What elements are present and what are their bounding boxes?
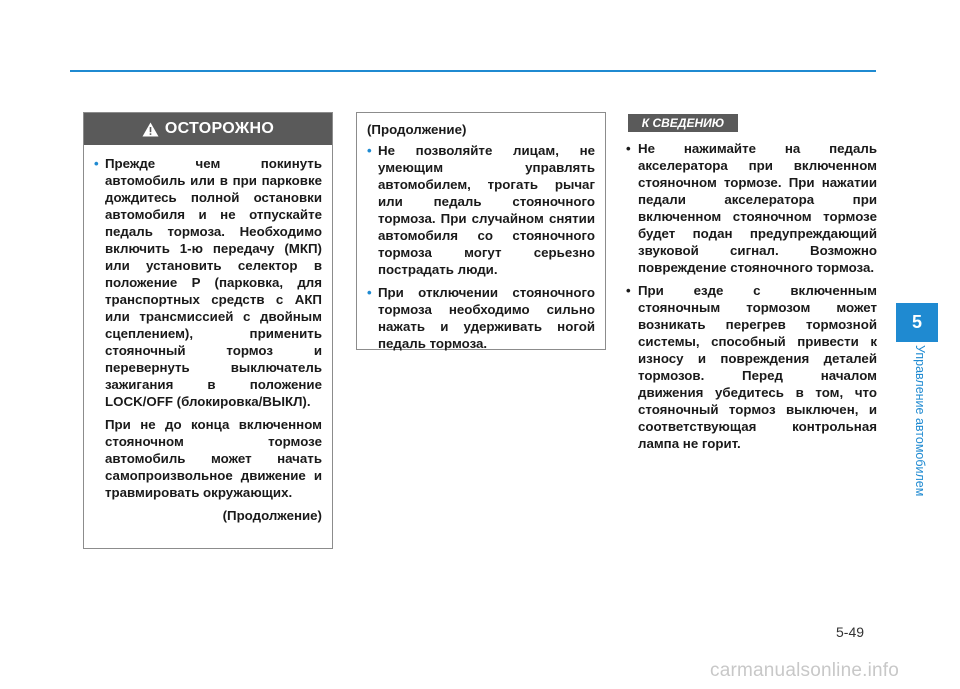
continued-heading: (Продолжение) (367, 122, 467, 137)
chapter-tab[interactable]: 5 (896, 303, 938, 342)
page-number: 5-49 (836, 624, 865, 640)
chapter-title: Управление автомобилем (913, 345, 927, 497)
watermark: carmanualsonline.info (710, 660, 900, 681)
warning-bullet (94, 155, 322, 410)
warning-header (84, 113, 332, 145)
continued-label: (Продолжение) (222, 508, 322, 523)
info-badge: К СВЕДЕНИЮ (628, 114, 738, 132)
warning-paragraph: При не до конца включенном стояночном тормозе автомобиль может начать самопроизвольное движение и травмировать окружающих. (105, 417, 322, 500)
info-column (622, 140, 877, 458)
bullet-icon: • (626, 283, 631, 298)
continued-bullet-text-2: При отключении стояночного тормоза необходимо сильно нажать и удерживать ногой педаль тормоза. (378, 285, 595, 351)
bullet-icon: • (626, 141, 631, 156)
info-bullet (622, 140, 877, 276)
warning-continued-box (356, 112, 606, 350)
warning-triangle-icon (142, 122, 159, 137)
warning-title: ОСТОРОЖНО (164, 120, 275, 137)
continued-bullet (367, 142, 595, 278)
info-bullet (622, 282, 877, 452)
continued-bullet-text-1: Не позволяйте лицам, не умеющим управлять автомобилем, трогать рычаг или педаль стояночного тормоза. При случайном снятии автомобиля со стояночного тормоза могут серьезно пострадать люди. (378, 143, 595, 277)
info-bullet-text-2: При езде с включенным стояночным тормозом может возникать перегрев тормозной системы, способный привести к износу и повреждения деталей тормозов. Перед началом движения убедитесь в том, что стояночный тормоз выключен, и соответствующая контрольная лампа не горит. (638, 283, 877, 451)
warning-box (83, 112, 333, 549)
bullet-icon: • (367, 285, 372, 300)
warning-bullet-text: Прежде чем покинуть автомобиль или в при парковке дождитесь полной остановки автомобиля и не отпускайте педаль тормоза. Необходимо включить 1-ю передачу (МКП) или установить селектор в положение P (парковка, для транспортных средств с АКП или трансмиссией с двойным сцеплением), применить стояночный тормоз и перевернуть выключатель зажигания в положение LOCK/OFF (блокировка/ВЫКЛ). (105, 156, 322, 409)
continued-bullet (367, 284, 595, 352)
header-rule (70, 70, 876, 72)
info-bullet-text-1: Не нажимайте на педаль акселератора при включенном стояночном тормозе. При нажатии педали акселератора при включенном стояночном тормозе будет подан предупреждающий звуковой сигнал. Возможно повреждение стояночного тормоза. (638, 141, 877, 275)
bullet-icon: • (94, 156, 99, 171)
bullet-icon: • (367, 143, 372, 158)
